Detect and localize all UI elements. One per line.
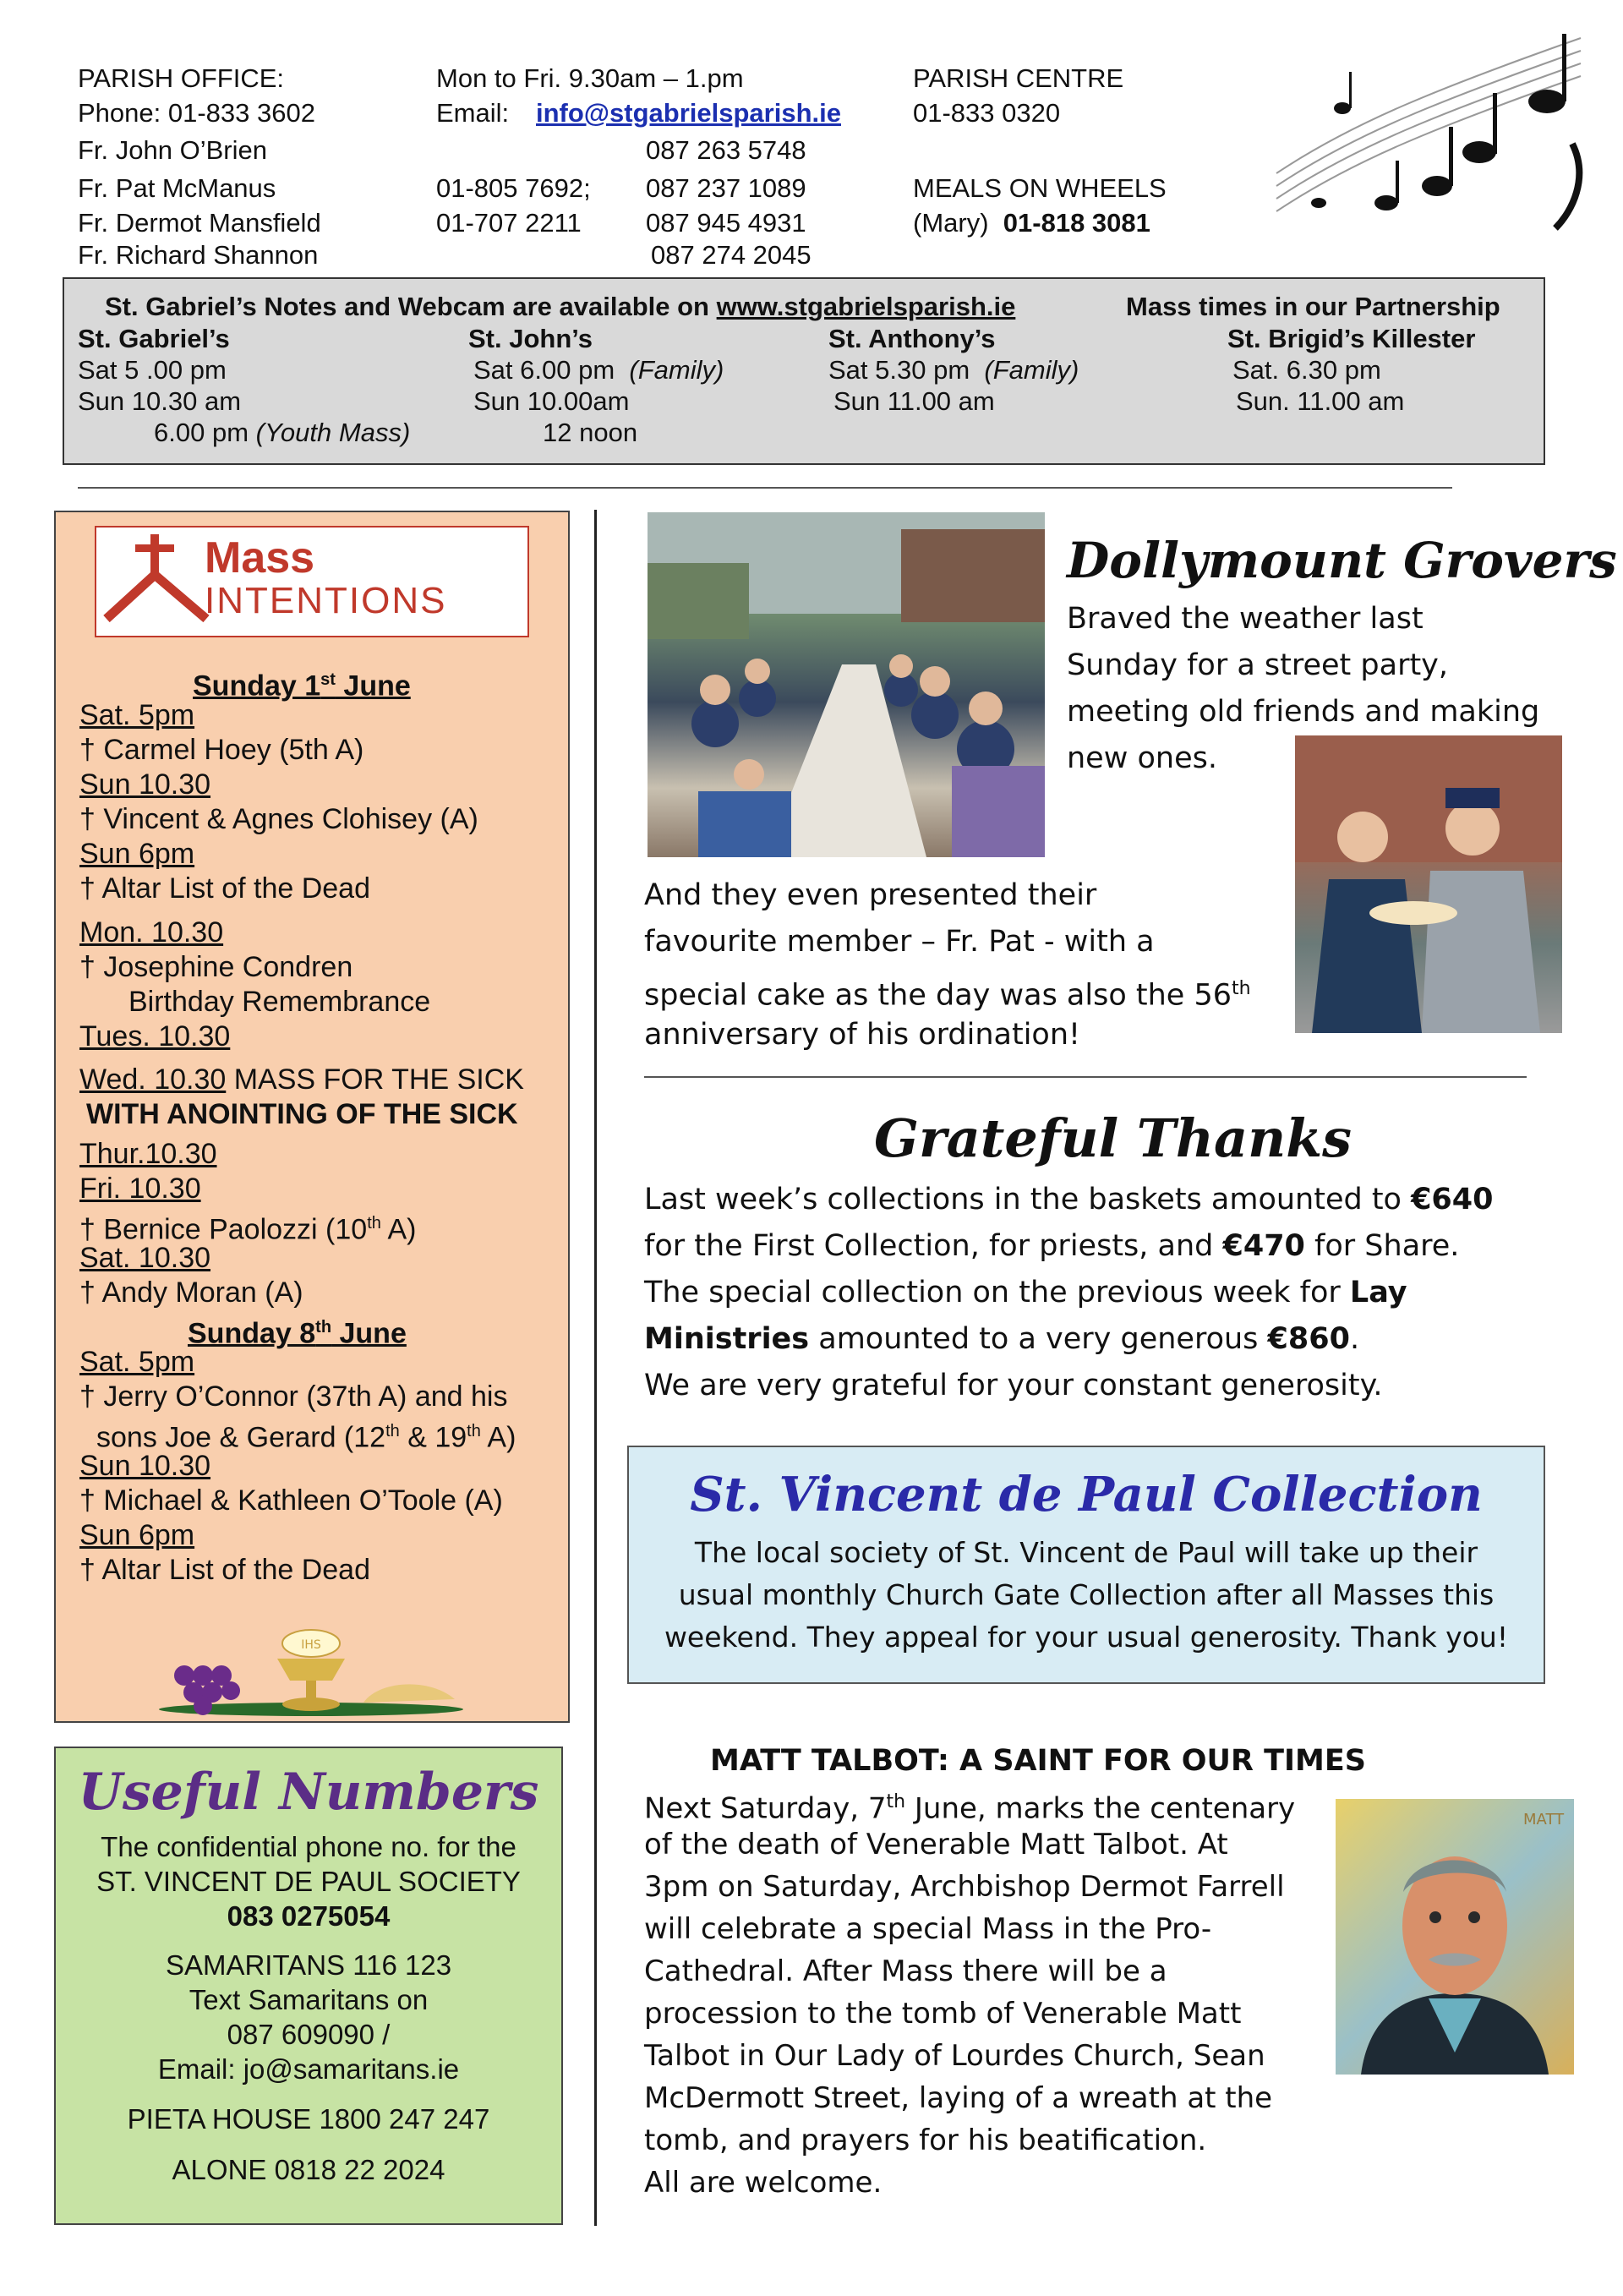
priest-name: Fr. Richard Shannon	[78, 240, 319, 270]
ordinal-sup: th	[467, 1422, 481, 1440]
priest-mobile: 087 263 5748	[646, 135, 806, 165]
chalice-grapes-image	[150, 1625, 472, 1718]
meals-contact-name: (Mary)	[913, 208, 989, 238]
priest-phone: 01-707 2211	[436, 208, 582, 238]
talbot-text-a: Next Saturday, 7	[644, 1791, 887, 1826]
email-link-text[interactable]: info@stgabrielsparish.ie	[536, 98, 841, 128]
office-phone: Phone: 01-833 3602	[78, 98, 315, 128]
street-party-image	[648, 512, 1045, 857]
week-day: Sunday 8	[188, 1317, 316, 1350]
street-party-photo	[648, 512, 1045, 857]
dollymount-title: Dollymount Grovers	[1067, 532, 1617, 589]
intention-name: † Altar List of the Dead	[79, 872, 370, 905]
church-name: St. Brigid’s Killester	[1227, 324, 1476, 353]
ordinal-sup: th	[886, 1791, 906, 1812]
centre-phone: 01-833 0320	[913, 98, 1061, 128]
mass-time: Sat 6.00 pm	[473, 355, 615, 385]
parish-centre-label: PARISH CENTRE	[913, 63, 1124, 93]
intention-time: Sat. 5pm	[79, 1346, 195, 1378]
mass-note: (Family)	[629, 355, 724, 385]
intention-time: Sun 10.30	[79, 768, 211, 801]
dollymount-text: anniversary of his ordination!	[644, 1018, 1081, 1052]
week-sup: st	[320, 670, 336, 689]
thanks-line	[644, 1223, 1459, 1270]
talbot-line	[644, 1781, 1295, 1829]
amount: €470	[1222, 1229, 1305, 1263]
svdp-text: usual monthly Church Gate Collection after all Masses this	[678, 1578, 1495, 1611]
meals-phone: 01-818 3081	[1003, 208, 1150, 238]
useful-line: SAMARITANS 116 123	[165, 1949, 452, 1981]
notes-line	[105, 291, 1015, 323]
svdp-collection-box	[627, 1446, 1545, 1684]
intention-name: † Altar List of the Dead	[79, 1554, 370, 1586]
email-link[interactable]	[536, 96, 841, 130]
section-divider	[644, 1076, 1527, 1078]
chalice-text: IHS	[301, 1638, 321, 1652]
talbot-line: of the death of Venerable Matt Talbot. At	[644, 1828, 1228, 1861]
useful-line: Text Samaritans on	[189, 1984, 429, 2015]
intention-note-c: A)	[480, 1421, 516, 1454]
useful-line: ST. VINCENT DE PAUL SOCIETY	[96, 1866, 521, 1897]
mass-time: Sun 10.00am	[473, 386, 630, 416]
intention-name: † Carmel Hoey (5th A)	[79, 734, 364, 766]
thanks-text: The special collection on the previous week for	[644, 1276, 1350, 1309]
week-sup: th	[315, 1318, 332, 1337]
dollymount-text-a: special cake as the day was also the 56	[644, 978, 1232, 1013]
thanks-text: amounted to a very generous	[809, 1322, 1268, 1356]
ordinal-sup: th	[385, 1422, 400, 1440]
logo-word-mass: Mass	[205, 533, 315, 582]
talbot-line: All are welcome.	[644, 2166, 883, 2200]
grateful-thanks-title: Grateful Thanks	[874, 1107, 1352, 1169]
church-name: St. Gabriel’s	[78, 324, 230, 353]
church-name: St. John’s	[468, 324, 593, 353]
intention-time: Sun 10.30	[79, 1450, 211, 1482]
amount: €640	[1411, 1183, 1494, 1216]
youth-mass	[154, 417, 410, 449]
intention-name: † Jerry O’Connor (37th A) and his	[79, 1380, 508, 1413]
svdp-phone: 083 0275054	[227, 1900, 391, 1932]
thanks-line	[644, 1270, 1407, 1316]
intention-time: Fri. 10.30	[79, 1173, 201, 1205]
talbot-title: MATT TALBOT: A SAINT FOR OUR TIMES	[710, 1744, 1366, 1778]
dollymount-text: Braved the weather last	[1067, 602, 1424, 636]
logo-word-intentions: INTENTIONS	[205, 580, 447, 621]
talbot-line: Talbot in Our Lady of Lourdes Church, Sean	[644, 2039, 1265, 2073]
talbot-line: procession to the tomb of Venerable Matt	[644, 1997, 1242, 2031]
mass-time: Sun. 11.00 am	[1236, 386, 1405, 416]
thanks-line	[644, 1316, 1359, 1363]
column-divider	[594, 510, 597, 2226]
useful-line: 087 609090 /	[227, 2019, 391, 2050]
thanks-text-end: for Share.	[1304, 1229, 1460, 1263]
week-day: Sunday 1	[193, 670, 321, 702]
mass-intentions-logo	[95, 526, 529, 637]
intention-time: Sat. 10.30	[79, 1242, 211, 1274]
thanks-text: for the First Collection, for priests, and	[644, 1229, 1223, 1263]
mass-intentions-panel	[54, 511, 570, 1723]
dollymount-text: And they even presented their	[644, 878, 1097, 912]
priest-phone: 01-805 7692;	[436, 173, 591, 203]
dollymount-text: new ones.	[1067, 741, 1217, 775]
sick-mass: MASS FOR THE SICK	[226, 1063, 524, 1096]
svdp-title: St. Vincent de Paul Collection	[690, 1467, 1483, 1522]
useful-line: Email: jo@samaritans.ie	[157, 2053, 460, 2085]
cake-presentation-image	[1295, 735, 1562, 1033]
svdp-text: weekend. They appeal for your usual generosity. Thank you!	[664, 1621, 1509, 1654]
intention-name: † Michael & Kathleen O’Toole (A)	[79, 1484, 503, 1517]
church-name: St. Anthony’s	[828, 324, 996, 353]
intention-time: Thur.10.30	[79, 1138, 217, 1170]
amount: €860	[1267, 1322, 1350, 1356]
intention-note-a: sons Joe & Gerard (12	[96, 1421, 386, 1454]
talbot-line: 3pm on Saturday, Archbishop Dermot Farrell	[644, 1870, 1285, 1904]
intention-name: † Vincent & Agnes Clohisey (A)	[79, 803, 478, 835]
intention-name-text: † Bernice Paolozzi (10	[79, 1213, 368, 1246]
mass-time: Sun 10.30 am	[78, 386, 242, 416]
priest-name: Fr. John O’Brien	[78, 135, 267, 165]
wed-line	[79, 1063, 524, 1097]
week-month: June	[335, 670, 411, 702]
meals-contact	[913, 205, 1150, 240]
useful-line: PIETA HOUSE 1800 247 247	[127, 2103, 490, 2135]
priest-mobile: 087 237 1089	[646, 173, 806, 203]
mass-times-box	[63, 277, 1545, 465]
svdp-text: The local society of St. Vincent de Paul will take up their	[694, 1536, 1478, 1569]
family-mass	[473, 354, 724, 386]
dollymount-text: favourite member – Fr. Pat - with a	[644, 925, 1155, 959]
church-cross-icon	[101, 531, 211, 632]
talbot-line: Cathedral. After Mass there will be a	[644, 1954, 1167, 1988]
office-hours: Mon to Fri. 9.30am – 1.pm	[436, 63, 744, 93]
matt-talbot-portrait	[1336, 1799, 1574, 2075]
intention-name-end: A)	[380, 1213, 417, 1246]
talbot-line: McDermott Street, laying of a wreath at the	[644, 2081, 1273, 2115]
mass-note: (Youth Mass)	[255, 418, 411, 447]
talbot-text-b: June, marks the centenary	[905, 1791, 1296, 1826]
week-month: June	[331, 1317, 407, 1350]
week-heading	[188, 1310, 407, 1351]
email-label: Email:	[436, 98, 510, 128]
dollymount-text: meeting old friends and making	[1067, 695, 1540, 729]
intention-time: Sun 6pm	[79, 838, 195, 870]
lay-word: Lay	[1349, 1276, 1407, 1309]
family-mass	[828, 354, 1079, 386]
useful-numbers-title: Useful Numbers	[78, 1763, 539, 1822]
website-link[interactable]: www.stgabrielsparish.ie	[716, 292, 1016, 321]
ordinal-sup: th	[1231, 978, 1251, 999]
talbot-line: tomb, and prayers for his beatification.	[644, 2124, 1207, 2157]
parish-office-label: PARISH OFFICE:	[78, 63, 285, 93]
priest-name: Fr. Dermot Mansfield	[78, 208, 321, 238]
intention-note-b: & 19	[399, 1421, 467, 1454]
useful-numbers-panel	[54, 1747, 563, 2225]
mass-time: Sat. 6.30 pm	[1232, 355, 1381, 385]
useful-line: ALONE 0818 22 2024	[172, 2154, 445, 2185]
priest-mobile: 087 945 4931	[646, 208, 806, 238]
useful-line: The confidential phone no. for the	[101, 1831, 516, 1862]
anointing-line: WITH ANOINTING OF THE SICK	[86, 1098, 518, 1130]
week-heading	[193, 663, 411, 703]
intention-time: Mon. 10.30	[79, 916, 224, 948]
ministries-word: Ministries	[644, 1322, 810, 1356]
intention-time: Tues. 10.30	[79, 1020, 231, 1052]
talbot-line: will celebrate a special Mass in the Pro-	[644, 1912, 1212, 1946]
partnership-title: Mass times in our Partnership	[1126, 292, 1500, 321]
mass-time: Sun 11.00 am	[833, 386, 995, 416]
cake-presentation-photo	[1295, 735, 1562, 1033]
thanks-line: We are very grateful for your constant generosity.	[644, 1369, 1383, 1402]
thanks-line	[644, 1177, 1494, 1223]
intention-time: Sat. 5pm	[79, 699, 195, 731]
dollymount-text: Sunday for a street party,	[1067, 648, 1449, 682]
mass-time: 6.00 pm	[154, 418, 249, 447]
intention-name: † Andy Moran (A)	[79, 1276, 303, 1309]
priest-mobile: 087 274 2045	[651, 240, 812, 270]
mass-time: 12 noon	[543, 418, 638, 447]
thanks-text: Last week’s collections in the baskets amounted to	[644, 1183, 1412, 1216]
intention-time: Sun 6pm	[79, 1519, 195, 1551]
intention-note: Birthday Remembrance	[128, 986, 431, 1018]
mass-time: Sat 5.30 pm	[828, 355, 970, 385]
notes-prefix: St. Gabriel’s Notes and Webcam are available on	[105, 292, 709, 321]
section-divider	[78, 487, 1452, 489]
portrait-label: MATT	[1523, 1811, 1565, 1829]
ordinal-sup: th	[367, 1214, 381, 1233]
mass-note: (Family)	[984, 355, 1079, 385]
thanks-period: .	[1349, 1322, 1360, 1356]
meals-label: MEALS ON WHEELS	[913, 173, 1167, 203]
music-notes-image	[1268, 25, 1589, 237]
priest-name: Fr. Pat McManus	[78, 173, 276, 203]
mass-time: Sat 5 .00 pm	[78, 355, 227, 385]
matt-talbot-portrait-image	[1336, 1799, 1574, 2075]
intention-time: Wed. 10.30	[79, 1063, 227, 1096]
intention-name: † Josephine Condren	[79, 951, 353, 983]
